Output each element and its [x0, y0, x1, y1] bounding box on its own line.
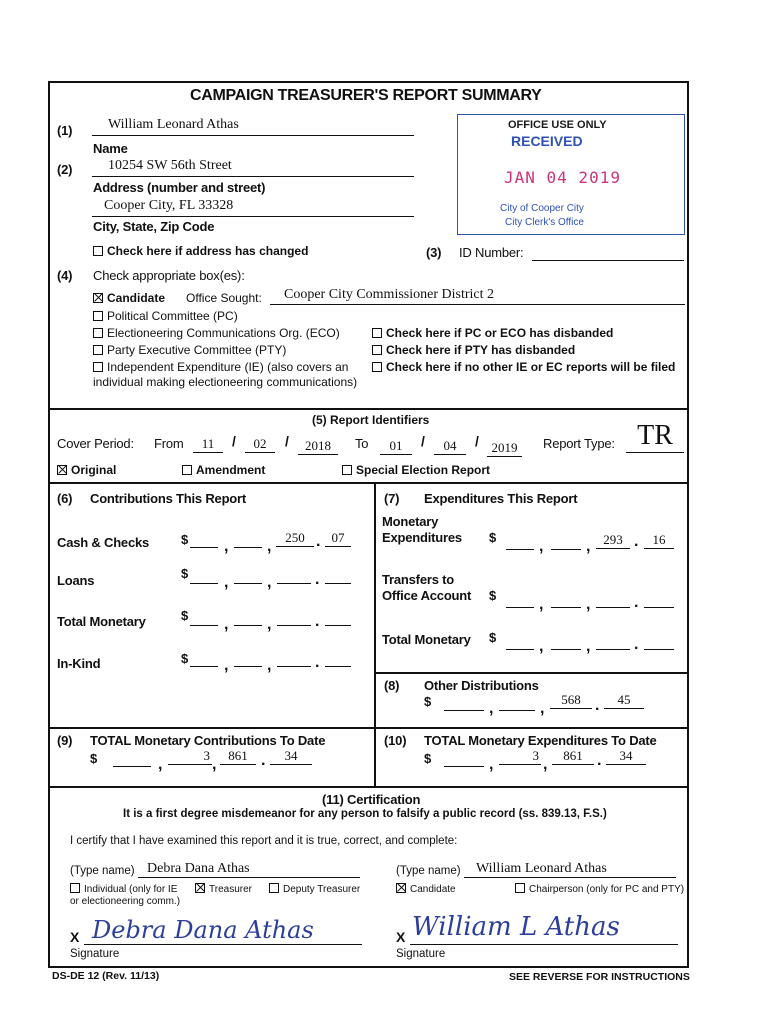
from-day[interactable]: 02: [245, 436, 275, 453]
chairperson-checkbox[interactable]: [515, 883, 684, 895]
inkind-comma-2: ,: [267, 657, 272, 674]
to-slash-2: /: [475, 433, 479, 449]
deputy-treasurer-label: Deputy Treasurer: [283, 884, 361, 895]
column-divider: [374, 482, 376, 787]
cash-checks-cents[interactable]: 07: [325, 530, 351, 547]
other-dist-field-1[interactable]: [444, 710, 484, 711]
inkind-label: In-Kind: [57, 656, 101, 671]
other-distributions-title: Other Distributions: [424, 678, 539, 693]
total-monetary-contrib-label: Total Monetary: [57, 614, 146, 629]
special-election-label: Special Election Report: [356, 463, 491, 477]
monetary-exp-field-1[interactable]: [506, 549, 534, 550]
total-exp-field-3[interactable]: [596, 649, 630, 650]
pc-box[interactable]: [93, 311, 103, 321]
left-signature: Debra Dana Athas: [92, 916, 314, 944]
pc-disbanded-label: Check here if PC or ECO has disbanded: [386, 326, 614, 340]
monetary-exp-comma-2: ,: [586, 538, 591, 555]
monetary-exp-dollar: $: [489, 530, 497, 545]
deputy-treasurer-box[interactable]: [269, 883, 279, 893]
exp-to-date-field-1[interactable]: [444, 766, 484, 767]
from-month[interactable]: 11: [193, 436, 223, 453]
pc-disbanded-checkbox[interactable]: [372, 326, 613, 340]
inkind-field-4[interactable]: [325, 666, 351, 667]
section1-num: (1): [57, 123, 73, 138]
no-other-ie-label: Check here if no other IE or EC reports will be filed: [386, 360, 676, 374]
section2-num: (2): [57, 162, 73, 177]
cover-period-label: Cover Period:: [57, 436, 134, 451]
transfers-field-3[interactable]: [596, 607, 630, 608]
total-exp-field-4[interactable]: [644, 649, 674, 650]
received-label: RECEIVED: [511, 133, 583, 149]
total-exp-to-date-title: TOTAL Monetary Expenditures To Date: [424, 733, 657, 748]
from-label: From: [154, 436, 184, 451]
cash-field-2[interactable]: [234, 547, 262, 548]
cash-comma-1: ,: [224, 538, 229, 555]
total-contrib-field-2[interactable]: [234, 625, 262, 626]
monetary-exp-label-2: Expenditures: [382, 530, 462, 545]
section8-num: (8): [384, 678, 400, 693]
treasurer-checkbox[interactable]: [195, 883, 252, 895]
right-type-name-label: (Type name): [396, 865, 461, 877]
loans-field-4[interactable]: [325, 583, 351, 584]
transfers-field-2[interactable]: [551, 607, 581, 608]
monetary-exp-dot: .: [634, 533, 639, 550]
total-exp-dollar: $: [489, 630, 497, 645]
from-year[interactable]: 2018: [298, 438, 338, 455]
from-slash-1: /: [232, 433, 236, 449]
individual-label: Individual (only for IE: [84, 884, 178, 895]
total-monetary-exp-label: Total Monetary: [382, 632, 471, 647]
certification-title: (11) Certification: [322, 792, 421, 807]
address-changed-checkbox[interactable]: [93, 244, 308, 258]
right-signature-label: Signature: [396, 948, 446, 960]
chairperson-box[interactable]: [515, 883, 525, 893]
individual-box[interactable]: [70, 883, 80, 893]
right-signature-line[interactable]: [410, 944, 678, 945]
total-contrib-comma-2: ,: [267, 616, 272, 633]
loans-field-1[interactable]: [190, 583, 218, 584]
other-distributions-cents[interactable]: 45: [604, 692, 644, 709]
name-label: Name: [93, 141, 128, 156]
candidate-label: Candidate: [107, 291, 166, 305]
pty-disbanded-checkbox[interactable]: [372, 343, 575, 357]
address-value[interactable]: 10254 SW 56th Street: [92, 158, 414, 177]
transfers-dot: .: [634, 594, 639, 611]
other-dist-comma-1: ,: [489, 700, 494, 717]
to-label: To: [355, 436, 369, 451]
exp-to-date-comma-1: ,: [489, 756, 494, 773]
left-signature-line[interactable]: [84, 944, 362, 945]
contrib-to-date-value[interactable]: 861: [220, 748, 256, 765]
pty-box[interactable]: [93, 345, 103, 355]
exp-to-date-dot: .: [597, 752, 602, 769]
amendment-label: Amendment: [196, 463, 266, 477]
monetary-exp-cents[interactable]: 16: [644, 532, 674, 549]
eco-box[interactable]: [93, 328, 103, 338]
check-boxes-label: Check appropriate box(es):: [93, 268, 245, 283]
left-signature-label: Signature: [70, 948, 120, 960]
total-exp-dot: .: [634, 636, 639, 653]
form-border-top: [48, 81, 688, 83]
transfers-comma-1: ,: [539, 596, 544, 613]
pc-checkbox[interactable]: [93, 309, 238, 323]
pty-disbanded-label: Check here if PTY has disbanded: [386, 343, 576, 357]
loans-dot: .: [315, 571, 320, 588]
right-signature: William L Athas: [412, 912, 620, 942]
report-identifiers-title: (5) Report Identifiers: [312, 413, 430, 427]
inkind-dot: .: [315, 654, 320, 671]
loans-dollar: $: [181, 566, 189, 581]
contributions-title: Contributions This Report: [90, 491, 247, 506]
eco-label: Electioneering Communications Org. (ECO): [107, 326, 340, 340]
section4-num: (4): [57, 268, 73, 283]
office-sought-value[interactable]: Cooper City Commissioner District 2: [270, 287, 685, 305]
pty-disbanded-box[interactable]: [372, 345, 382, 355]
section9-num: (9): [57, 733, 73, 748]
ie-checkbox[interactable]: [93, 360, 348, 374]
original-box[interactable]: [57, 465, 67, 475]
total-contrib-field-3[interactable]: [277, 625, 311, 626]
divider-section5: [48, 408, 688, 410]
office-sought-label: Office Sought:: [186, 291, 262, 305]
monetary-exp-comma-1: ,: [539, 538, 544, 555]
inkind-field-3[interactable]: [277, 666, 311, 667]
cash-dot: .: [316, 533, 321, 550]
candidate-box[interactable]: [93, 293, 103, 303]
chairperson-label: Chairperson (only for PC and PTY): [529, 884, 685, 895]
expenditures-title: Expenditures This Report: [424, 491, 578, 506]
loans-comma-1: ,: [224, 574, 229, 591]
exp-to-date-dollar: $: [424, 751, 432, 766]
total-contrib-dot: .: [315, 613, 320, 630]
ie-label: Independent Expenditure (IE) (also covers an: [107, 360, 349, 374]
other-distributions-value[interactable]: 568: [550, 692, 592, 709]
certify-statement: I certify that I have examined this report and it is true, correct, and complete:: [70, 835, 458, 847]
section10-num: (10): [384, 733, 407, 748]
special-election-checkbox[interactable]: [342, 463, 490, 477]
pc-disbanded-box[interactable]: [372, 328, 382, 338]
monetary-exp-value[interactable]: 293: [596, 532, 630, 549]
exp-to-date-thousands[interactable]: 3: [499, 748, 541, 765]
contrib-to-date-dot: .: [261, 752, 266, 769]
cash-checks-value[interactable]: 250: [276, 530, 314, 547]
cash-dollar: $: [181, 532, 189, 547]
divider-section6: [48, 482, 688, 484]
inkind-field-1[interactable]: [190, 666, 218, 667]
no-other-ie-checkbox[interactable]: [372, 360, 675, 374]
treasurer-box[interactable]: [195, 883, 205, 893]
transfers-field-4[interactable]: [644, 607, 674, 608]
total-contrib-field-4[interactable]: [325, 625, 351, 626]
divider-section11: [48, 786, 688, 788]
city-label: City, State, Zip Code: [93, 219, 215, 234]
candidate-cert-box[interactable]: [396, 883, 406, 893]
misdemeanor-warning: It is a first degree misdemeanor for any person to falsify a public record (ss. 839.13, F.S.): [123, 808, 607, 820]
total-exp-field-1[interactable]: [506, 649, 534, 650]
other-dist-comma-2: ,: [540, 700, 545, 717]
no-other-ie-box[interactable]: [372, 362, 382, 372]
candidate-cert-checkbox[interactable]: [396, 883, 456, 895]
exp-to-date-cents[interactable]: 34: [606, 748, 646, 765]
monetary-exp-field-2[interactable]: [551, 549, 581, 550]
individual-checkbox[interactable]: [70, 883, 177, 895]
to-month[interactable]: 01: [380, 438, 412, 455]
contrib-to-date-dollar: $: [90, 751, 98, 766]
candidate-name-value[interactable]: William Leonard Athas: [92, 117, 414, 136]
total-exp-comma-1: ,: [539, 638, 544, 655]
original-checkbox[interactable]: [57, 463, 116, 477]
stamp-office: City Clerk's Office: [505, 217, 584, 228]
pc-label: Political Committee (PC): [107, 309, 238, 323]
id-number-label: ID Number:: [459, 245, 524, 260]
loans-field-3[interactable]: [277, 583, 311, 584]
left-signature-x: X: [70, 929, 80, 945]
section3-num: (3): [426, 245, 442, 260]
section6-num: (6): [57, 491, 73, 506]
received-date: JAN 04 2019: [504, 168, 621, 187]
ie-label-line2: individual making electioneering communications): [93, 375, 358, 389]
city-value[interactable]: Cooper City, FL 33328: [92, 198, 414, 217]
candidate-checkbox[interactable]: [93, 291, 165, 305]
form-border-left: [48, 81, 50, 968]
loans-comma-2: ,: [267, 574, 272, 591]
cash-comma-2: ,: [267, 538, 272, 555]
office-use-stamp: [457, 114, 685, 235]
deputy-treasurer-checkbox[interactable]: [269, 883, 360, 895]
pty-label: Party Executive Committee (PTY): [107, 343, 287, 357]
id-number-field[interactable]: [532, 246, 684, 261]
monetary-exp-label-1: Monetary: [382, 514, 439, 529]
exp-to-date-value[interactable]: 861: [552, 748, 594, 765]
exp-to-date-comma-2: ,: [543, 756, 548, 773]
to-slash-1: /: [421, 433, 425, 449]
other-dist-dollar: $: [424, 694, 432, 709]
total-exp-comma-2: ,: [586, 638, 591, 655]
transfers-comma-2: ,: [586, 596, 591, 613]
divider-section8: [374, 672, 688, 674]
ie-box[interactable]: [93, 362, 103, 372]
right-signature-x: X: [396, 929, 406, 945]
report-type-value[interactable]: TR: [626, 420, 684, 453]
loans-field-2[interactable]: [234, 583, 262, 584]
loans-label: Loans: [57, 573, 95, 588]
form-border-right: [687, 81, 689, 968]
report-type-label: Report Type:: [543, 436, 615, 451]
divider-section9: [48, 727, 688, 729]
total-contrib-to-date-title: TOTAL Monetary Contributions To Date: [90, 733, 326, 748]
treasurer-name-value[interactable]: Debra Dana Athas: [138, 861, 360, 878]
special-election-box[interactable]: [342, 465, 352, 475]
contrib-to-date-comma-2: ,: [212, 756, 217, 773]
contrib-to-date-thousands[interactable]: 3: [168, 748, 212, 765]
inkind-comma-1: ,: [224, 657, 229, 674]
form-title: CAMPAIGN TREASURER'S REPORT SUMMARY: [190, 87, 542, 104]
cash-field-1[interactable]: [190, 547, 218, 548]
contrib-to-date-comma-1: ,: [158, 756, 163, 773]
original-label: Original: [71, 463, 117, 477]
office-use-label: OFFICE USE ONLY: [508, 119, 607, 131]
total-contrib-comma-1: ,: [224, 616, 229, 633]
other-dist-dot: .: [595, 697, 600, 714]
total-contrib-field-1[interactable]: [190, 625, 218, 626]
amendment-box[interactable]: [182, 465, 192, 475]
form-number: DS-DE 12 (Rev. 11/13): [52, 970, 160, 982]
from-slash-2: /: [285, 433, 289, 449]
inkind-field-2[interactable]: [234, 666, 262, 667]
left-type-name-label: (Type name): [70, 865, 135, 877]
treasurer-label: Treasurer: [209, 884, 252, 895]
candidate-cert-label: Candidate: [410, 884, 456, 895]
to-day[interactable]: 04: [434, 438, 466, 455]
cash-checks-label: Cash & Checks: [57, 535, 150, 550]
amendment-checkbox[interactable]: [182, 463, 265, 477]
other-dist-field-2[interactable]: [499, 710, 535, 711]
form-border-bottom: [48, 966, 689, 968]
to-year[interactable]: 2019: [487, 440, 522, 457]
inkind-dollar: $: [181, 651, 189, 666]
total-exp-field-2[interactable]: [551, 649, 581, 650]
contrib-to-date-field-1[interactable]: [113, 766, 151, 767]
transfers-dollar: $: [489, 588, 497, 603]
section7-num: (7): [384, 491, 400, 506]
candidate-cert-name-value[interactable]: William Leonard Athas: [464, 861, 676, 878]
stamp-city: City of Cooper City: [500, 203, 584, 214]
see-reverse-note: SEE REVERSE FOR INSTRUCTIONS: [509, 971, 690, 983]
transfers-label-2: Office Account: [382, 588, 472, 603]
total-contrib-dollar: $: [181, 608, 189, 623]
address-changed-box[interactable]: [93, 246, 103, 256]
address-changed-label: Check here if address has changed: [107, 244, 309, 258]
contrib-to-date-cents[interactable]: 34: [270, 748, 312, 765]
pty-checkbox[interactable]: [93, 343, 286, 357]
eco-checkbox[interactable]: [93, 326, 340, 340]
transfers-label-1: Transfers to: [382, 572, 455, 587]
address-label: Address (number and street): [93, 180, 266, 195]
individual-label-line2: or electioneering comm.): [70, 896, 181, 907]
transfers-field-1[interactable]: [506, 607, 534, 608]
